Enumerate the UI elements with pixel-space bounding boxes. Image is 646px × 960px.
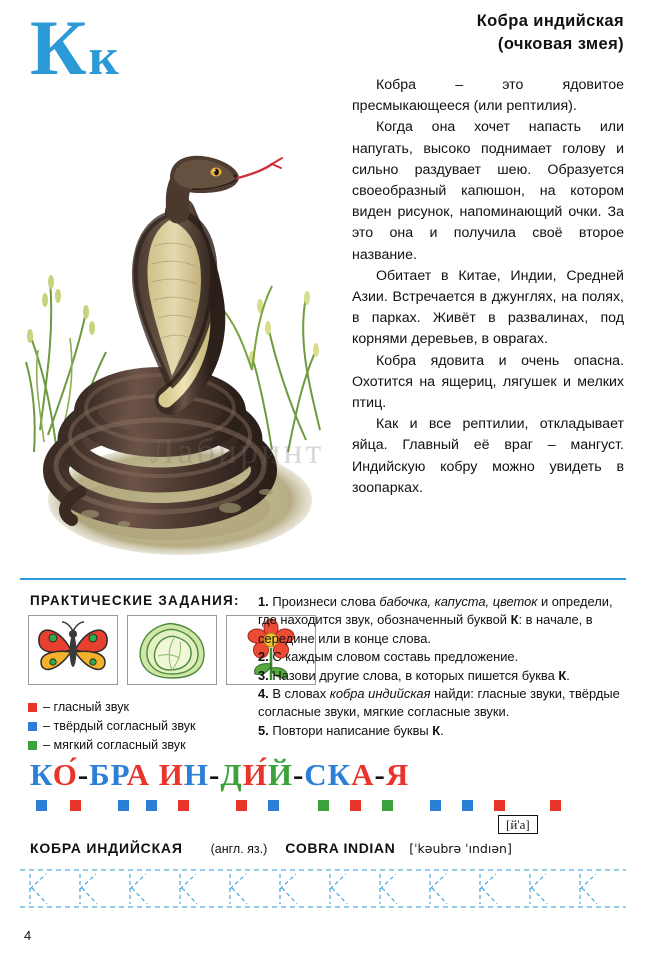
tracing-strip [20, 866, 626, 912]
syllable-char: И [158, 757, 184, 792]
syllable-char: Н [183, 757, 210, 792]
sound-mark [178, 800, 189, 811]
syllable-char: О́ [52, 757, 78, 792]
syllable-char: К [30, 757, 53, 792]
sound-mark [268, 800, 279, 811]
task-text: . [440, 722, 444, 738]
syllable-char: И́ [242, 757, 268, 792]
sound-mark [118, 800, 129, 811]
sound-mark [494, 800, 505, 811]
letter-lowercase: к [88, 29, 121, 86]
syllable-char: А [126, 757, 151, 792]
task-text: Повтори написание буквы [272, 722, 433, 738]
task-text: Назови другие слова, в которых пишется буква [272, 667, 559, 683]
task-text: и определи, где находится звук, обозначенный буквой [258, 594, 613, 628]
task-number: 5. [258, 722, 269, 738]
section-divider [20, 578, 626, 580]
task-text: Произнеси слова [272, 594, 380, 609]
task-number: 4. [258, 686, 269, 702]
sound-mark [146, 800, 157, 811]
article-text [352, 75, 624, 499]
letter-heading [30, 4, 220, 94]
task-text: В словах [272, 686, 330, 702]
syllable-char: С [304, 757, 328, 792]
butterfly-picture [28, 615, 118, 685]
title-line-1: Кобра индийская [476, 12, 624, 30]
transcription-note: [й'а] [498, 815, 538, 834]
task-letter: К [510, 612, 519, 628]
legend-label: – твёрдый согласный звук [43, 719, 196, 733]
article-paragraph: Обитает в Китае, Индии, Средней Азии. Встречается в джунглях, на полях, в парках. Живёт в развалинах, под корнями деревьев, в оврагах. [352, 267, 624, 348]
soft-consonant-color-swatch [28, 741, 37, 750]
task-text: С каждым словом составь предложение. [272, 649, 519, 665]
english-word: COBRA INDIAN [285, 840, 396, 856]
syllable-separator: - [77, 757, 90, 792]
sound-marks-row [30, 800, 620, 814]
syllable-separator: - [374, 757, 386, 792]
task-item-4 [258, 685, 626, 722]
task-number: 1. [258, 594, 269, 609]
task-number: 2. [258, 649, 269, 665]
task-words: кобра индийская [329, 686, 431, 702]
syllable-char: Я [385, 757, 410, 792]
article-paragraph: Кобра ядовита и очень опасна. Охотится на ящериц, лягушек и мелких птиц. [352, 352, 624, 412]
sound-mark [236, 800, 247, 811]
cobra-illustration [20, 100, 338, 555]
letter-uppercase: К [30, 4, 89, 91]
task-item-1 [258, 593, 626, 648]
task-letter: К [558, 667, 567, 683]
sound-mark [70, 800, 81, 811]
sound-mark [36, 800, 47, 811]
sound-mark [430, 800, 441, 811]
task-words: бабочка, капуста, цветок [379, 594, 538, 609]
task-text: найди: гласные звуки, твёрдые согласные звуки, мягкие согласные звуки. [258, 686, 620, 720]
sound-mark [550, 800, 561, 811]
translation-line [30, 838, 626, 859]
task-letter: К [432, 722, 441, 738]
task-item-3 [258, 667, 626, 685]
phonetic-transcription: [ˈkəubrə ˈındıən] [409, 841, 512, 856]
title-line-2: (очковая змея) [497, 35, 624, 53]
syllable-char: Й [267, 757, 293, 792]
sound-mark [462, 800, 473, 811]
sound-mark [318, 800, 329, 811]
russian-word: КОБРА ИНДИЙСКАЯ [30, 840, 183, 856]
task-item-2 [258, 648, 626, 666]
syllable-separator: - [209, 757, 221, 792]
cabbage-picture [127, 615, 217, 685]
sound-mark [350, 800, 361, 811]
task-number: 3. [258, 667, 269, 683]
task-item-5 [258, 722, 626, 740]
legend-label: – гласный звук [43, 700, 130, 714]
practice-heading: ПРАКТИЧЕСКИЕ ЗАДАНИЯ: [30, 593, 240, 608]
article-paragraph: Кобра – это ядовитое пресмыкающееся (или рептилия). [352, 77, 624, 115]
legend-label: – мягкий согласный звук [43, 738, 186, 752]
task-text: . [566, 667, 570, 683]
syllable-line [30, 757, 620, 803]
page-title [324, 10, 624, 56]
page-number: 4 [24, 928, 32, 943]
article-paragraph: Когда она хочет напасть или напугать, высоко поднимает голову и сильно раздувает шею. Образуется своеобразный капюшон, на котором виден рисунок, напоминающий очки. За это она и получила своё второе название. [352, 119, 624, 263]
syllable-char: К [327, 757, 352, 792]
syllable-separator: - [292, 757, 305, 792]
vowel-color-swatch [28, 703, 37, 712]
syllable-char: А [351, 757, 375, 792]
hard-consonant-color-swatch [28, 722, 37, 731]
task-text: : в начале, в середине или в конце слова. [258, 612, 593, 646]
article-paragraph: Как и все рептилии, откладывает яйца. Главный её враг – мангуст. Индийскую кобру можно увидеть в зоопарках. [352, 416, 624, 496]
syllable-char: Д [220, 757, 243, 792]
syllable-space [150, 757, 159, 792]
syllable-char: Б [89, 757, 111, 792]
language-note: (англ. яз.) [210, 842, 268, 856]
syllable-char: Р [110, 757, 127, 792]
sound-mark [382, 800, 393, 811]
task-list [258, 593, 626, 740]
watermark: Лабиринт [150, 431, 325, 471]
